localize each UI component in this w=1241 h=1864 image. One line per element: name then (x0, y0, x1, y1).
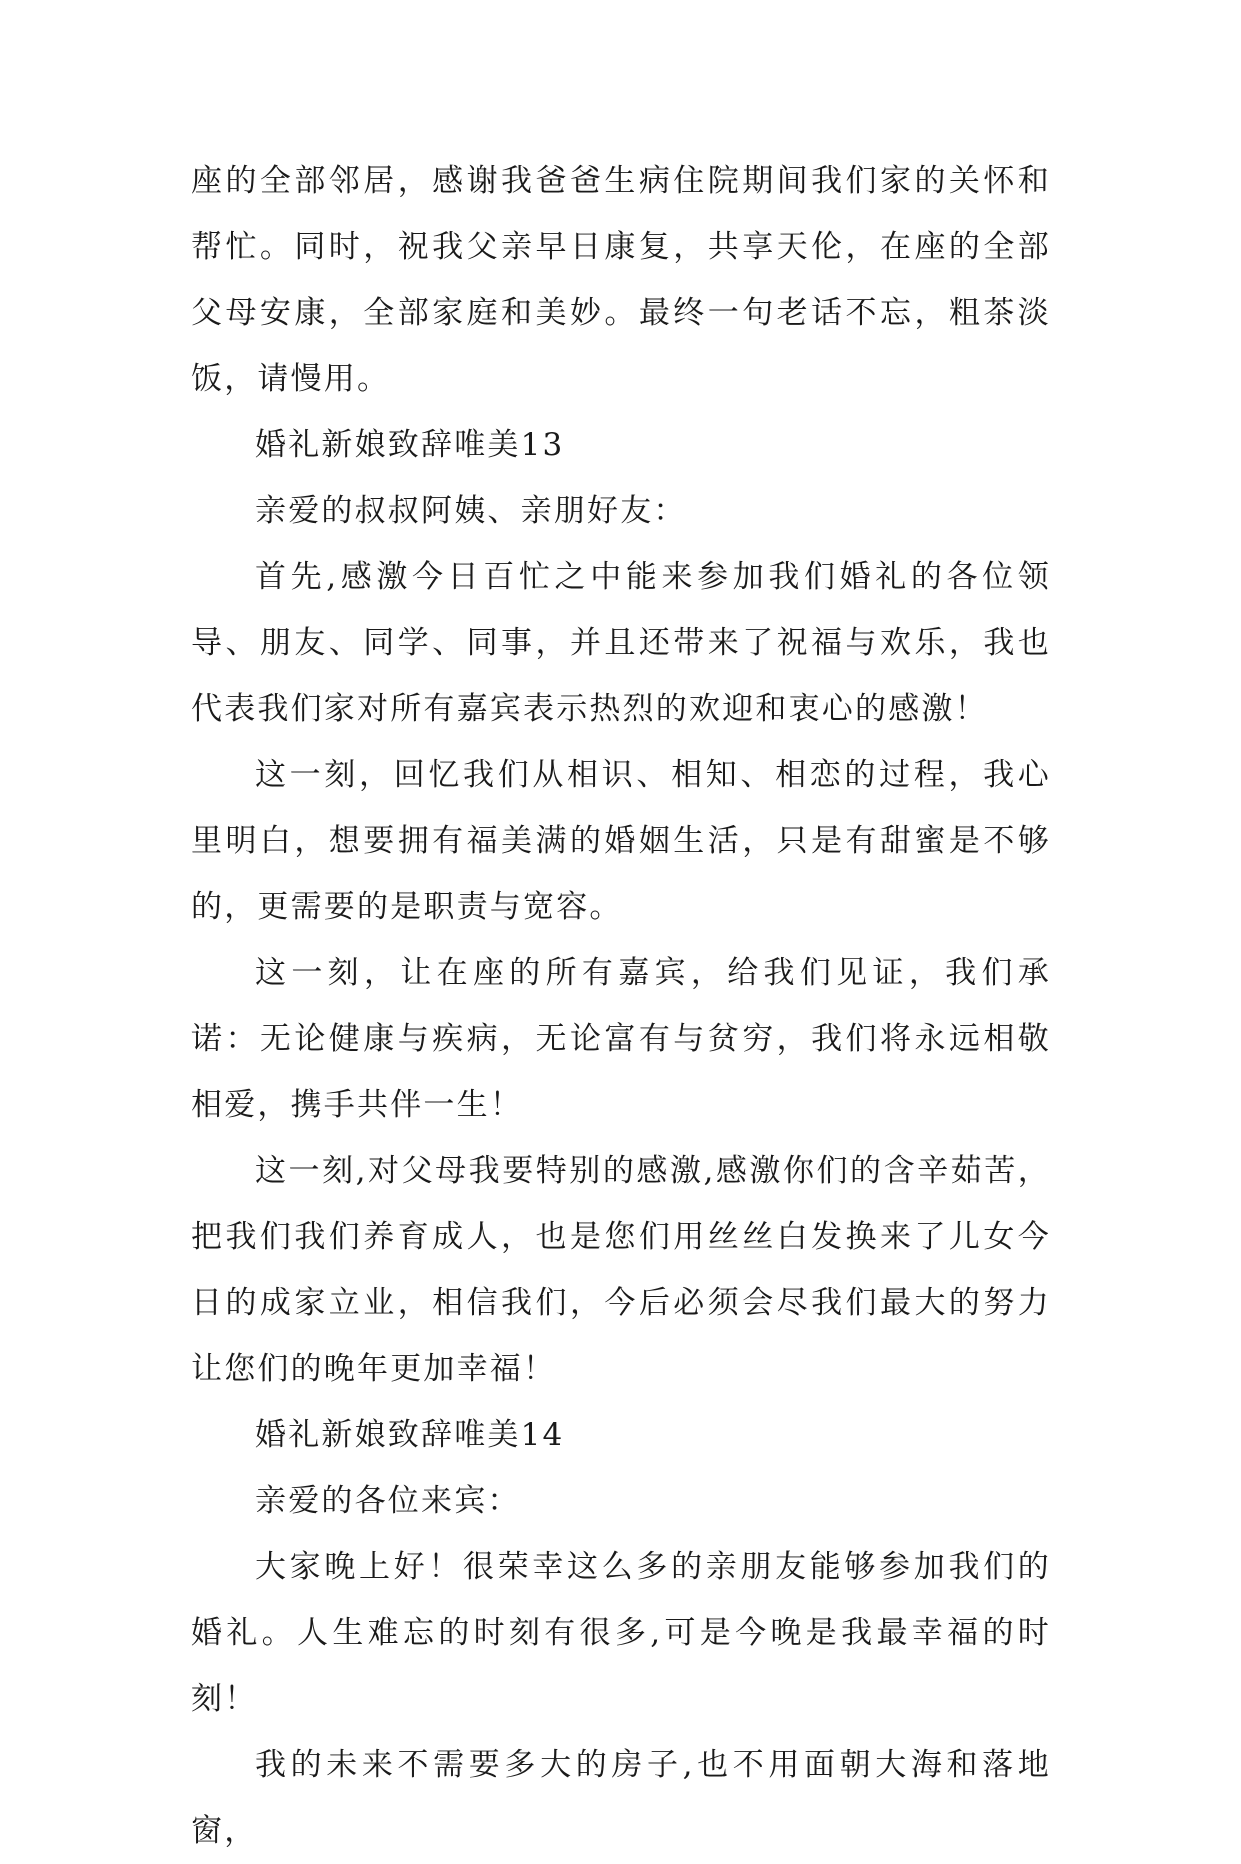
salutation-relatives: 亲爱的叔叔阿姨、亲朋好友： (255, 493, 687, 529)
section-heading-14: 婚礼新娘致辞唯美14 (255, 1417, 565, 1453)
paragraph-this-moment-parents: 这一刻,对父母我要特别的感激,感激你们的含辛茹苦，把我们我们养育成人，也是您们用丝丝白发换来了儿女今日的成家立业，相信我们，今后必须会尽我们最大的努力让您们的晚年更加幸福！ (191, 1153, 1051, 1387)
paragraph-neighbors-thanks: 座的全部邻居，感谢我爸爸生病住院期间我们家的关怀和帮忙。同时，祝我父亲早日康复，共享天伦，在座的全部父母安康，全部家庭和美妙。最终一句老话不忘，粗茶淡饭，请慢用。 (191, 163, 1051, 397)
salutation-guests: 亲爱的各位来宾： (255, 1483, 521, 1519)
paragraph-good-evening: 大家晚上好！很荣幸这么多的亲朋友能够参加我们的婚礼。人生难忘的时刻有很多,可是今晚是我最幸福的时刻！ (191, 1549, 1051, 1717)
section-heading-13: 婚礼新娘致辞唯美13 (255, 427, 565, 463)
paragraph-gratitude-guests: 首先,感激今日百忙之中能来参加我们婚礼的各位领导、朋友、同学、同事，并且还带来了祝福与欢乐，我也代表我们家对所有嘉宾表示热烈的欢迎和衷心的感激！ (191, 559, 1051, 727)
paragraph-this-moment-vow: 这一刻，让在座的所有嘉宾，给我们见证，我们承诺：无论健康与疾病，无论富有与贫穷，我们将永远相敬相爱，携手共伴一生！ (191, 955, 1051, 1123)
paragraph-future: 我的未来不需要多大的房子,也不用面朝大海和落地窗， (191, 1747, 1051, 1849)
paragraph-this-moment-memories: 这一刻，回忆我们从相识、相知、相恋的过程，我心里明白，想要拥有福美满的婚姻生活，只是有甜蜜是不够的，更需要的是职责与宽容。 (191, 757, 1051, 925)
document-body (191, 148, 1051, 1864)
